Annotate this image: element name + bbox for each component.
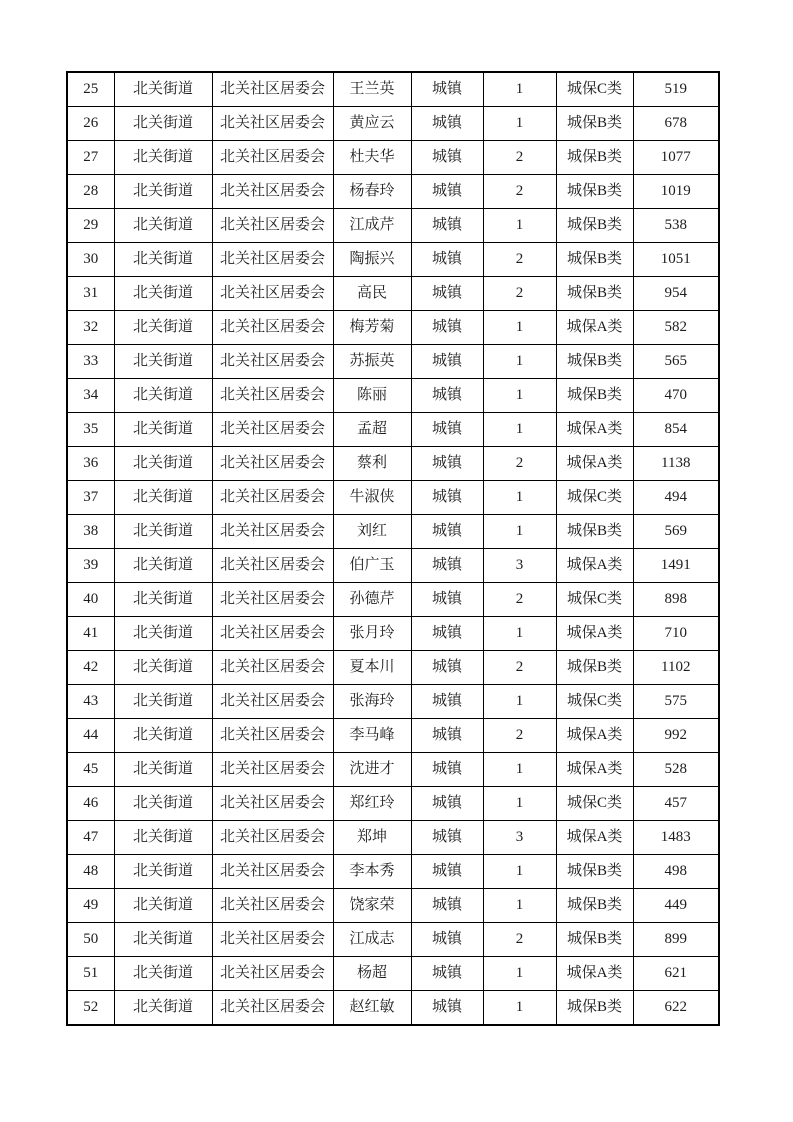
cell-amount: 1077 xyxy=(633,141,719,175)
cell-residence-type: 城镇 xyxy=(411,923,483,957)
cell-person-count: 1 xyxy=(483,787,556,821)
cell-row-number: 28 xyxy=(67,175,114,209)
cell-street: 北关街道 xyxy=(114,481,212,515)
cell-committee: 北关社区居委会 xyxy=(212,753,333,787)
cell-benefit-category: 城保A类 xyxy=(556,957,633,991)
cell-name: 黄应云 xyxy=(333,107,411,141)
cell-benefit-category: 城保A类 xyxy=(556,413,633,447)
cell-residence-type: 城镇 xyxy=(411,141,483,175)
cell-committee: 北关社区居委会 xyxy=(212,413,333,447)
cell-person-count: 1 xyxy=(483,311,556,345)
table-row xyxy=(67,923,719,957)
table-row xyxy=(67,243,719,277)
cell-benefit-category: 城保A类 xyxy=(556,617,633,651)
cell-amount: 899 xyxy=(633,923,719,957)
cell-amount: 498 xyxy=(633,855,719,889)
cell-residence-type: 城镇 xyxy=(411,549,483,583)
cell-row-number: 27 xyxy=(67,141,114,175)
cell-person-count: 1 xyxy=(483,617,556,651)
cell-benefit-category: 城保B类 xyxy=(556,107,633,141)
cell-residence-type: 城镇 xyxy=(411,821,483,855)
cell-name: 陈丽 xyxy=(333,379,411,413)
cell-person-count: 1 xyxy=(483,379,556,413)
cell-row-number: 46 xyxy=(67,787,114,821)
table-row xyxy=(67,957,719,991)
cell-row-number: 26 xyxy=(67,107,114,141)
cell-residence-type: 城镇 xyxy=(411,855,483,889)
cell-amount: 622 xyxy=(633,991,719,1026)
cell-street: 北关街道 xyxy=(114,821,212,855)
cell-name: 杨春玲 xyxy=(333,175,411,209)
cell-row-number: 51 xyxy=(67,957,114,991)
cell-name: 赵红敏 xyxy=(333,991,411,1026)
cell-amount: 898 xyxy=(633,583,719,617)
cell-committee: 北关社区居委会 xyxy=(212,787,333,821)
cell-person-count: 1 xyxy=(483,72,556,107)
cell-committee: 北关社区居委会 xyxy=(212,209,333,243)
cell-person-count: 2 xyxy=(483,923,556,957)
cell-name: 孙德芹 xyxy=(333,583,411,617)
cell-committee: 北关社区居委会 xyxy=(212,957,333,991)
cell-row-number: 42 xyxy=(67,651,114,685)
cell-person-count: 1 xyxy=(483,413,556,447)
cell-amount: 528 xyxy=(633,753,719,787)
cell-row-number: 45 xyxy=(67,753,114,787)
cell-person-count: 1 xyxy=(483,515,556,549)
cell-name: 陶振兴 xyxy=(333,243,411,277)
cell-row-number: 34 xyxy=(67,379,114,413)
cell-amount: 621 xyxy=(633,957,719,991)
cell-residence-type: 城镇 xyxy=(411,481,483,515)
cell-benefit-category: 城保B类 xyxy=(556,141,633,175)
cell-person-count: 1 xyxy=(483,991,556,1026)
cell-amount: 992 xyxy=(633,719,719,753)
cell-benefit-category: 城保B类 xyxy=(556,889,633,923)
cell-amount: 494 xyxy=(633,481,719,515)
cell-residence-type: 城镇 xyxy=(411,787,483,821)
cell-street: 北关街道 xyxy=(114,991,212,1026)
cell-committee: 北关社区居委会 xyxy=(212,379,333,413)
cell-row-number: 32 xyxy=(67,311,114,345)
table-row xyxy=(67,549,719,583)
cell-name: 夏本川 xyxy=(333,651,411,685)
cell-committee: 北关社区居委会 xyxy=(212,991,333,1026)
table-row xyxy=(67,379,719,413)
cell-amount: 569 xyxy=(633,515,719,549)
cell-benefit-category: 城保B类 xyxy=(556,923,633,957)
cell-street: 北关街道 xyxy=(114,447,212,481)
cell-name: 张海玲 xyxy=(333,685,411,719)
table-row xyxy=(67,583,719,617)
cell-committee: 北关社区居委会 xyxy=(212,243,333,277)
cell-benefit-category: 城保C类 xyxy=(556,787,633,821)
cell-name: 张月玲 xyxy=(333,617,411,651)
table-row xyxy=(67,311,719,345)
cell-amount: 1491 xyxy=(633,549,719,583)
cell-street: 北关街道 xyxy=(114,855,212,889)
table-row xyxy=(67,209,719,243)
cell-committee: 北关社区居委会 xyxy=(212,447,333,481)
cell-residence-type: 城镇 xyxy=(411,651,483,685)
cell-name: 江成芹 xyxy=(333,209,411,243)
cell-amount: 449 xyxy=(633,889,719,923)
cell-name: 李本秀 xyxy=(333,855,411,889)
cell-row-number: 48 xyxy=(67,855,114,889)
cell-name: 沈进才 xyxy=(333,753,411,787)
table-body xyxy=(67,72,719,1025)
cell-person-count: 1 xyxy=(483,209,556,243)
cell-street: 北关街道 xyxy=(114,345,212,379)
cell-person-count: 2 xyxy=(483,175,556,209)
cell-street: 北关街道 xyxy=(114,209,212,243)
cell-name: 郑红玲 xyxy=(333,787,411,821)
cell-row-number: 30 xyxy=(67,243,114,277)
cell-benefit-category: 城保B类 xyxy=(556,209,633,243)
cell-person-count: 1 xyxy=(483,685,556,719)
cell-street: 北关街道 xyxy=(114,175,212,209)
cell-benefit-category: 城保A类 xyxy=(556,447,633,481)
cell-person-count: 1 xyxy=(483,753,556,787)
cell-amount: 1019 xyxy=(633,175,719,209)
cell-committee: 北关社区居委会 xyxy=(212,515,333,549)
table-row xyxy=(67,617,719,651)
cell-committee: 北关社区居委会 xyxy=(212,345,333,379)
cell-residence-type: 城镇 xyxy=(411,753,483,787)
cell-row-number: 33 xyxy=(67,345,114,379)
cell-residence-type: 城镇 xyxy=(411,209,483,243)
cell-person-count: 2 xyxy=(483,277,556,311)
cell-street: 北关街道 xyxy=(114,311,212,345)
cell-committee: 北关社区居委会 xyxy=(212,855,333,889)
cell-row-number: 44 xyxy=(67,719,114,753)
table-row xyxy=(67,107,719,141)
cell-benefit-category: 城保A类 xyxy=(556,311,633,345)
cell-committee: 北关社区居委会 xyxy=(212,651,333,685)
cell-benefit-category: 城保B类 xyxy=(556,277,633,311)
cell-amount: 1483 xyxy=(633,821,719,855)
cell-street: 北关街道 xyxy=(114,753,212,787)
benefit-table xyxy=(66,71,720,1026)
cell-committee: 北关社区居委会 xyxy=(212,821,333,855)
cell-street: 北关街道 xyxy=(114,413,212,447)
cell-name: 郑坤 xyxy=(333,821,411,855)
cell-row-number: 35 xyxy=(67,413,114,447)
cell-residence-type: 城镇 xyxy=(411,311,483,345)
cell-row-number: 25 xyxy=(67,72,114,107)
cell-benefit-category: 城保C类 xyxy=(556,583,633,617)
cell-residence-type: 城镇 xyxy=(411,345,483,379)
cell-amount: 470 xyxy=(633,379,719,413)
cell-benefit-category: 城保B类 xyxy=(556,991,633,1026)
cell-person-count: 3 xyxy=(483,821,556,855)
cell-amount: 678 xyxy=(633,107,719,141)
cell-row-number: 49 xyxy=(67,889,114,923)
table-row xyxy=(67,787,719,821)
cell-residence-type: 城镇 xyxy=(411,957,483,991)
cell-street: 北关街道 xyxy=(114,957,212,991)
cell-residence-type: 城镇 xyxy=(411,413,483,447)
cell-name: 伯广玉 xyxy=(333,549,411,583)
cell-committee: 北关社区居委会 xyxy=(212,311,333,345)
cell-committee: 北关社区居委会 xyxy=(212,685,333,719)
cell-benefit-category: 城保B类 xyxy=(556,515,633,549)
cell-name: 苏振英 xyxy=(333,345,411,379)
cell-street: 北关街道 xyxy=(114,72,212,107)
table-row xyxy=(67,889,719,923)
cell-person-count: 1 xyxy=(483,107,556,141)
cell-person-count: 1 xyxy=(483,957,556,991)
cell-row-number: 43 xyxy=(67,685,114,719)
cell-street: 北关街道 xyxy=(114,787,212,821)
cell-row-number: 40 xyxy=(67,583,114,617)
cell-row-number: 39 xyxy=(67,549,114,583)
cell-committee: 北关社区居委会 xyxy=(212,175,333,209)
table-row xyxy=(67,685,719,719)
cell-person-count: 2 xyxy=(483,583,556,617)
cell-name: 刘红 xyxy=(333,515,411,549)
cell-residence-type: 城镇 xyxy=(411,277,483,311)
table-row xyxy=(67,991,719,1026)
cell-amount: 1138 xyxy=(633,447,719,481)
cell-name: 高民 xyxy=(333,277,411,311)
table-row xyxy=(67,753,719,787)
cell-committee: 北关社区居委会 xyxy=(212,141,333,175)
cell-residence-type: 城镇 xyxy=(411,447,483,481)
cell-person-count: 1 xyxy=(483,855,556,889)
cell-row-number: 37 xyxy=(67,481,114,515)
table-row xyxy=(67,175,719,209)
cell-row-number: 47 xyxy=(67,821,114,855)
table-row xyxy=(67,447,719,481)
cell-amount: 575 xyxy=(633,685,719,719)
cell-person-count: 1 xyxy=(483,889,556,923)
cell-person-count: 2 xyxy=(483,719,556,753)
cell-street: 北关街道 xyxy=(114,923,212,957)
cell-amount: 457 xyxy=(633,787,719,821)
cell-residence-type: 城镇 xyxy=(411,515,483,549)
cell-benefit-category: 城保B类 xyxy=(556,379,633,413)
cell-row-number: 29 xyxy=(67,209,114,243)
cell-row-number: 41 xyxy=(67,617,114,651)
cell-street: 北关街道 xyxy=(114,685,212,719)
cell-benefit-category: 城保C类 xyxy=(556,685,633,719)
cell-benefit-category: 城保C类 xyxy=(556,72,633,107)
cell-row-number: 38 xyxy=(67,515,114,549)
cell-residence-type: 城镇 xyxy=(411,685,483,719)
cell-committee: 北关社区居委会 xyxy=(212,481,333,515)
table-row xyxy=(67,277,719,311)
cell-committee: 北关社区居委会 xyxy=(212,719,333,753)
cell-row-number: 52 xyxy=(67,991,114,1026)
cell-benefit-category: 城保B类 xyxy=(556,651,633,685)
cell-committee: 北关社区居委会 xyxy=(212,583,333,617)
cell-name: 杨超 xyxy=(333,957,411,991)
cell-benefit-category: 城保A类 xyxy=(556,719,633,753)
cell-street: 北关街道 xyxy=(114,549,212,583)
table-row xyxy=(67,72,719,107)
cell-benefit-category: 城保A类 xyxy=(556,549,633,583)
cell-committee: 北关社区居委会 xyxy=(212,72,333,107)
cell-person-count: 1 xyxy=(483,481,556,515)
cell-residence-type: 城镇 xyxy=(411,617,483,651)
cell-street: 北关街道 xyxy=(114,651,212,685)
cell-committee: 北关社区居委会 xyxy=(212,617,333,651)
cell-amount: 582 xyxy=(633,311,719,345)
cell-residence-type: 城镇 xyxy=(411,72,483,107)
cell-amount: 954 xyxy=(633,277,719,311)
cell-benefit-category: 城保A类 xyxy=(556,821,633,855)
cell-person-count: 1 xyxy=(483,345,556,379)
cell-person-count: 2 xyxy=(483,447,556,481)
cell-person-count: 3 xyxy=(483,549,556,583)
cell-committee: 北关社区居委会 xyxy=(212,923,333,957)
cell-street: 北关街道 xyxy=(114,617,212,651)
cell-residence-type: 城镇 xyxy=(411,991,483,1026)
cell-row-number: 31 xyxy=(67,277,114,311)
cell-street: 北关街道 xyxy=(114,583,212,617)
cell-benefit-category: 城保B类 xyxy=(556,855,633,889)
table-row xyxy=(67,481,719,515)
cell-street: 北关街道 xyxy=(114,141,212,175)
cell-street: 北关街道 xyxy=(114,277,212,311)
table-row xyxy=(67,413,719,447)
cell-name: 杜夫华 xyxy=(333,141,411,175)
table-row xyxy=(67,855,719,889)
table-row xyxy=(67,345,719,379)
cell-committee: 北关社区居委会 xyxy=(212,107,333,141)
cell-name: 王兰英 xyxy=(333,72,411,107)
cell-amount: 538 xyxy=(633,209,719,243)
table-row xyxy=(67,821,719,855)
cell-benefit-category: 城保C类 xyxy=(556,481,633,515)
cell-committee: 北关社区居委会 xyxy=(212,889,333,923)
cell-amount: 1051 xyxy=(633,243,719,277)
cell-person-count: 2 xyxy=(483,141,556,175)
cell-name: 饶家荣 xyxy=(333,889,411,923)
cell-committee: 北关社区居委会 xyxy=(212,277,333,311)
cell-benefit-category: 城保B类 xyxy=(556,175,633,209)
cell-name: 李马峰 xyxy=(333,719,411,753)
cell-residence-type: 城镇 xyxy=(411,889,483,923)
cell-benefit-category: 城保B类 xyxy=(556,243,633,277)
cell-street: 北关街道 xyxy=(114,515,212,549)
cell-residence-type: 城镇 xyxy=(411,583,483,617)
cell-amount: 1102 xyxy=(633,651,719,685)
cell-row-number: 36 xyxy=(67,447,114,481)
cell-amount: 710 xyxy=(633,617,719,651)
cell-name: 蔡利 xyxy=(333,447,411,481)
cell-amount: 854 xyxy=(633,413,719,447)
cell-name: 牛淑侠 xyxy=(333,481,411,515)
cell-residence-type: 城镇 xyxy=(411,379,483,413)
table-row xyxy=(67,515,719,549)
cell-street: 北关街道 xyxy=(114,243,212,277)
cell-street: 北关街道 xyxy=(114,107,212,141)
table-row xyxy=(67,651,719,685)
cell-residence-type: 城镇 xyxy=(411,719,483,753)
cell-row-number: 50 xyxy=(67,923,114,957)
cell-person-count: 2 xyxy=(483,243,556,277)
cell-street: 北关街道 xyxy=(114,379,212,413)
cell-residence-type: 城镇 xyxy=(411,175,483,209)
cell-benefit-category: 城保B类 xyxy=(556,345,633,379)
cell-street: 北关街道 xyxy=(114,889,212,923)
cell-name: 江成志 xyxy=(333,923,411,957)
cell-amount: 519 xyxy=(633,72,719,107)
cell-name: 孟超 xyxy=(333,413,411,447)
cell-person-count: 2 xyxy=(483,651,556,685)
cell-name: 梅芳菊 xyxy=(333,311,411,345)
cell-residence-type: 城镇 xyxy=(411,107,483,141)
cell-street: 北关街道 xyxy=(114,719,212,753)
table-row xyxy=(67,141,719,175)
cell-amount: 565 xyxy=(633,345,719,379)
cell-committee: 北关社区居委会 xyxy=(212,549,333,583)
cell-residence-type: 城镇 xyxy=(411,243,483,277)
table-row xyxy=(67,719,719,753)
cell-benefit-category: 城保A类 xyxy=(556,753,633,787)
